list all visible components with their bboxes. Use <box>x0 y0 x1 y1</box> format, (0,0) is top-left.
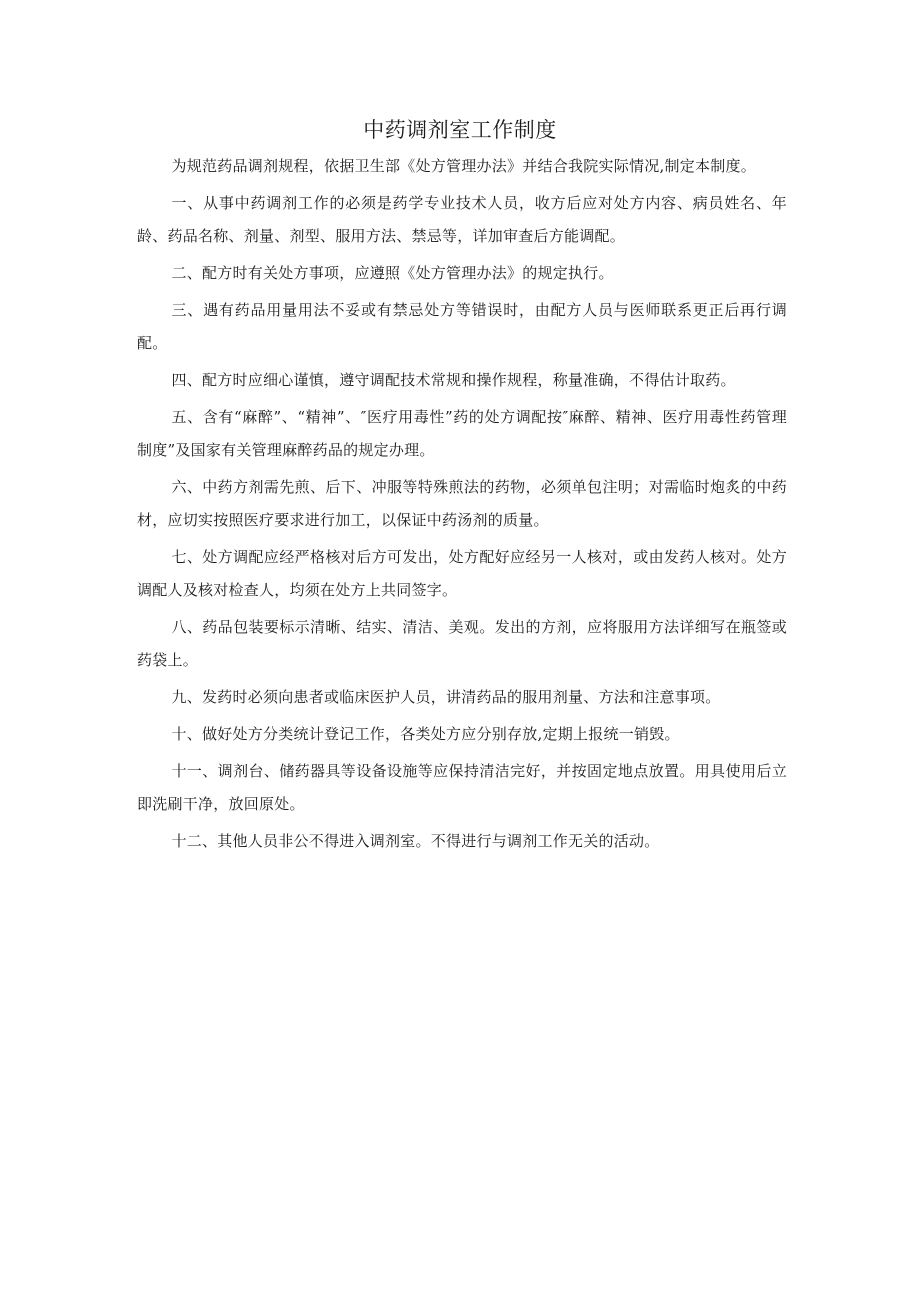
paragraph-rule-8: 八、药品包装要标示清晰、结实、清洁、美观。发出的方剂，应将服用方法详细写在瓶签或药袋上。 <box>137 618 787 669</box>
paragraph-rule-7: 七、处方调配应经严格核对后方可发出，处方配好应经另一人核对，或由发药人核对。处方调配人及核对检查人，均须在处方上共同签字。 <box>137 548 787 599</box>
paragraph-rule-12: 十二、其他人员非公不得进入调剂室。不得进行与调剂工作无关的活动。 <box>171 832 660 850</box>
document-body <box>137 150 787 862</box>
paragraph-rule-6: 六、中药方剂需先煎、后下、冲服等特殊煎法的药物，必须单包注明；对需临时炮炙的中药材，应切实按照医疗要求进行加工，以保证中药汤剂的质量。 <box>137 478 787 529</box>
paragraph-rule-10: 十、做好处方分类统计登记工作，各类处方应分别存放,定期上报统一销毁。 <box>171 725 680 743</box>
paragraph-rule-5: 五、含有“麻醉”、“精神”、″医疗用毒性”药的处方调配按″麻醉、精神、医疗用毒性药管理制度”及国家有关管理麻醉药品的规定办理。 <box>137 408 787 459</box>
document-title: 中药调剂室工作制度 <box>363 118 557 142</box>
paragraph-rule-11: 十一、调剂台、储药器具等设备设施等应保持清洁完好，并按固定地点放置。用具使用后立即洗刷干净，放回原处。 <box>137 762 787 813</box>
paragraph-intro: 为规范药品调剂规程，依据卫生部《处方管理办法》并结合我院实际情况,制定本制度。 <box>171 157 757 175</box>
paragraph-rule-4: 四、配方时应细心谨慎，遵守调配技术常规和操作规程，称量准确，不得估计取药。 <box>171 371 736 389</box>
paragraph-rule-2: 二、配方时有关处方事项，应遵照《处方管理办法》的规定执行。 <box>171 264 614 282</box>
paragraph-rule-9: 九、发药时必须向患者或临床医护人员，讲清药品的服用剂量、方法和注意事项。 <box>171 688 721 706</box>
paragraph-rule-3: 三、遇有药品用量用法不妥或有禁忌处方等错误时，由配方人员与医师联系更正后再行调配。 <box>137 301 787 352</box>
paragraph-rule-1: 一、从事中药调剂工作的必须是药学专业技术人员，收方后应对处方内容、病员姓名、年龄、药品名称、剂量、剂型、服用方法、禁忌等，详加审查后方能调配。 <box>137 194 787 245</box>
